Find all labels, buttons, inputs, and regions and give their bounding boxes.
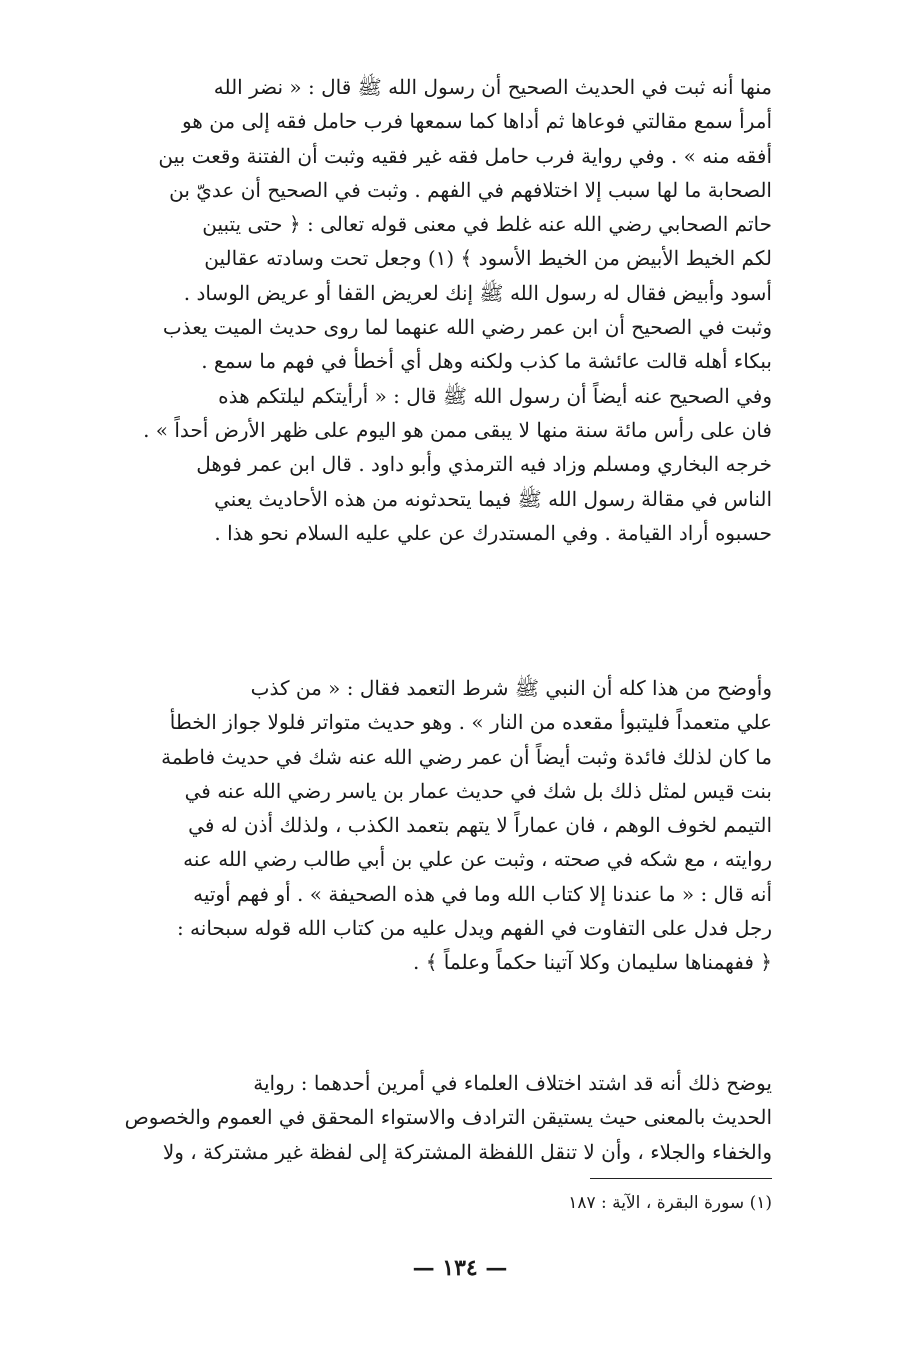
paragraph-1 — [112, 70, 772, 550]
text-line: الحديث بالمعنى حيث يستيقن الترادف والاستواء المحقق في العموم والخصوص — [124, 1105, 772, 1130]
paragraph-3 — [112, 1066, 772, 1169]
paragraph-2 — [112, 671, 772, 980]
text-line: ﴿ ففهمناها سليمان وكلا آتينا حكماً وعلماً ﴾ . — [413, 950, 772, 975]
text-line: علي متعمداً فليتبوأ مقعده من النار » . وهو حديث متواتر فلولا جواز الخطأ — [169, 710, 772, 735]
text-line: فان على رأس مائة سنة منها لا يبقى ممن هو اليوم على ظهر الأرض أحداً » . — [143, 417, 772, 442]
text-line: وفي الصحيح عنه أيضاً أن رسول الله ﷺ قال : « أرأيتكم ليلتكم هذه — [218, 383, 772, 408]
text-line: الناس في مقالة رسول الله ﷺ فيما يتحدثونه من هذه الأحاديث يعني — [214, 486, 772, 511]
text-line: الصحابة ما لها سبب إلا اختلافهم في الفهم . وثبت في الصحيح أن عديّ بن — [169, 177, 772, 202]
text-line: أسود وأبيض فقال له رسول الله ﷺ إنك لعريض القفا أو عريض الوساد . — [183, 280, 772, 305]
text-line: ببكاء أهله قالت عائشة ما كذب ولكنه وهل أي أخطأ في فهم ما سمع . — [201, 349, 772, 374]
text-line: روايته ، مع شكه في صحته ، وثبت عن علي بن أبي طالب رضي الله عنه — [183, 847, 772, 872]
text-line: والخفاء والجلاء ، وأن لا تنقل اللفظة المشتركة إلى لفظة غير مشتركة ، ولا — [162, 1139, 772, 1164]
text-line: أفقه منه » . وفي رواية فرب حامل فقه غير فقيه وثبت أن الفتنة وقعت بين — [158, 143, 772, 168]
text-line: يوضح ذلك أنه قد اشتد اختلاف العلماء في أمرين أحدهما : رواية — [253, 1071, 772, 1095]
text-line: حاتم الصحابي رضي الله عنه غلط في معنى قوله تعالى : ﴿ حتى يتبين — [202, 212, 772, 237]
page-number: — ١٣٤ — — [412, 1255, 508, 1281]
text-line: أنه قال : « ما عندنا إلا كتاب الله وما في هذه الصحيفة » . أو فهم أوتيه — [193, 881, 772, 906]
text-line: ما كان لذلك فائدة وثبت أيضاً أن عمر رضي الله عنه شك في حديث فاطمة — [161, 744, 772, 769]
footnote-divider — [590, 1178, 772, 1179]
text-line: وأوضح من هذا كله أن النبي ﷺ شرط التعمد فقال : « من كذب — [250, 676, 772, 700]
text-line: وثبت في الصحيح أن ابن عمر رضي الله عنهما لما روى حديث الميت يعذب — [162, 315, 772, 340]
text-line: منها أنه ثبت في الحديث الصحيح أن رسول الله ﷺ قال : « نضر الله — [213, 75, 772, 99]
text-line: التيمم لخوف الوهم ، فان عماراً لا يتهم بتعمد الكذب ، ولذلك أذن له في — [188, 813, 772, 838]
text-line: حسبوه أراد القيامة . وفي المستدرك عن علي عليه السلام نحو هذا . — [214, 520, 772, 545]
text-line: رجل فدل على التفاوت في الفهم ويدل عليه من كتاب الله قوله سبحانه : — [176, 916, 772, 941]
text-line: لكم الخيط الأبيض من الخيط الأسود ﴾ (١) وجعل تحت وسادته عقالين — [204, 246, 772, 271]
footnote: (١) سورة البقرة ، الآية : ١٨٧ — [568, 1193, 772, 1213]
text-line: بنت قيس لمثل ذلك بل شك في حديث عمار بن ياسر رضي الله عنه في — [184, 778, 772, 803]
text-line: أمرأ سمع مقالتي فوعاها ثم أداها كما سمعها فرب حامل فقه إلى من هو — [181, 109, 772, 134]
text-line: خرجه البخاري ومسلم وزاد فيه الترمذي وأبو داود . قال ابن عمر فوهل — [196, 452, 772, 477]
